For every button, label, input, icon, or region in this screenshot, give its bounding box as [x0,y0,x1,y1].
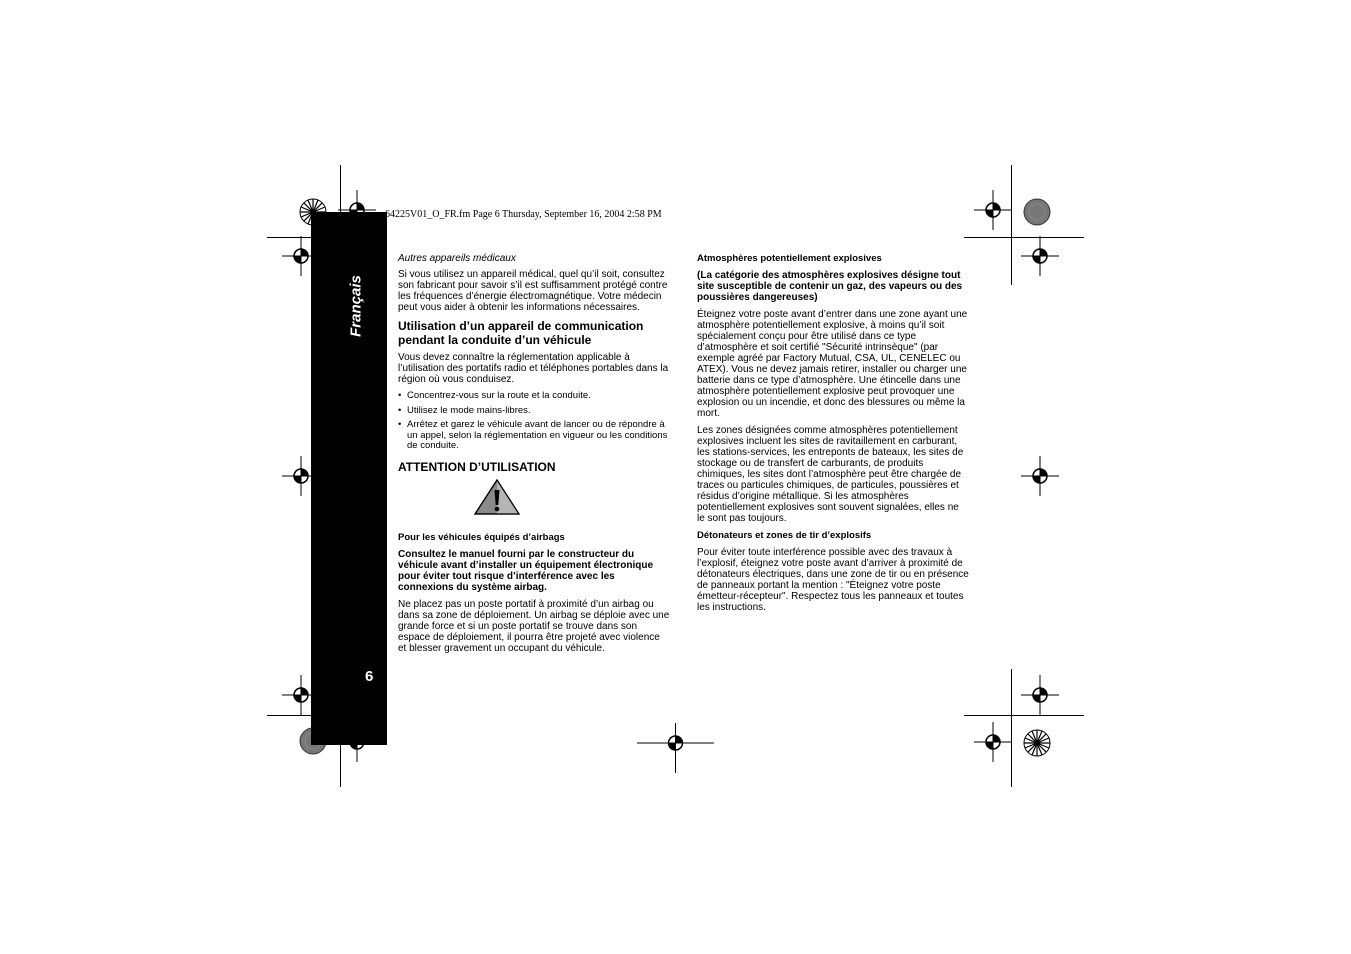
file-header: 64225V01_O_FR.fm Page 6 Thursday, September 16, 2004 2:58 PM [385,209,662,220]
paragraph-medical: Si vous utilisez un appareil médical, quel qu’il soit, consultez son fabricant pour savoir s’il est suffisamment protégé contre les fréquences d’énergie électromagnétique. Votre médecin peut vous aider à obtenir les informations nécessaires. [398,269,668,313]
paragraph-explosive-2: Les zones désignées comme atmosphères potentiellement explosives incluent les sites de ravitaillement en carburant, les stations-services, les entreponts de bateaux, les sites de stockage ou de transfert de carburants, de produits chimiques, les sites dont l’atmosphère peut être chargée de traces ou particules chimiques, de particules, poussières et résidus d’origine métallique. Si les atmosphères potentiellement explosives sont souvent signalées, elles ne le sont pas toujours. [697,425,964,524]
warning-icon-container [398,479,670,515]
star-target-icon [1023,729,1051,757]
registration-mark-icon [637,723,714,773]
driving-bullet-list [398,391,670,452]
section-title-explosive: Atmosphères potentiellement explosives [697,253,882,264]
paragraph-airbag-bold: Consultez le manuel fourni par le constructeur du véhicule avant d’installer un équipement électronique pour éviter tout risque d’interférence avec les connexions du système airbag. [398,548,654,593]
section-title-detonator: Détonateurs et zones de tir d’explosifs [697,530,872,541]
list-item: • Concentrez-vous sur la route et la conduite. [398,391,670,402]
registration-mark-icon [974,190,1012,230]
section-title-airbag: Pour les véhicules équipés d’airbags [398,531,565,543]
paragraph-explosive-bold: (La catégorie des atmosphères explosives désigne tout site susceptible de contenir un gaz, des vapeurs ou des poussières dangereuses) [697,270,963,303]
left-column [398,253,670,660]
warning-triangle-icon [474,479,520,515]
paragraph-driving: Vous devez connaître la réglementation applicable à l’utilisation des portatifs radio et téléphones portables dans la région où vous conduisez. [398,352,669,385]
language-label: Français [347,275,365,337]
right-column [697,253,969,619]
paragraph-explosive-1: Éteignez votre poste avant d’entrer dans une zone ayant une atmosphère potentiellement explosive, à moins qu’il soit spécialement conçu pour être utilisé dans ce type d’atmosphère et soit certifié "Sécurité intrinsèque" (par exemple agréé par Factory Mutual, CSA, UL, CENELEC ou ATEX). Vous ne devez jamais retirer, installer ou charger une batterie dans ce type d’atmosphère. Une étincelle dans une atmosphère potentiellement explosive peut provoquer une explosion ou un incendie, et donc des blessures ou même la mort. [697,309,968,419]
crop-mark [964,715,1084,716]
registration-mark-icon [1021,675,1059,715]
list-item: • Utilisez le mode mains-libres. [398,406,670,417]
paragraph-detonator: Pour éviter toute interférence possible avec des travaux à l’explosif, éteignez votre poste avant d’arriver à proximité de détonateurs électriques, dans une zone de tir ou en présence de panneaux portant la mention : "Éteignez votre poste émetteur-récepteur". Respectez tous les panneaux et toutes les instructions. [697,547,969,613]
paragraph-airbag: Ne placez pas un poste portatif à proximité d’un airbag ou dans sa zone de déploiement. Un airbag se déploie avec une grande force et si un poste portatif se trouve dans son espace de déploiement, il pourra être projeté avec violence et blesser gravement un occupant du véhicule. [398,598,670,654]
section-title-medical: Autres appareils médicaux [398,253,516,264]
list-item: • Arrêtez et garez le véhicule avant de lancer ou de répondre à un appel, selon la réglementation en vigueur ou les conditions de conduite. [398,420,670,452]
section-title-attention: ATTENTION D’UTILISATION [398,459,556,474]
section-title-driving: Utilisation d’un appareil de communication pendant la conduite d’un véhicule [398,319,644,347]
registration-mark-icon [1021,236,1059,276]
page-number: 6 [365,668,374,685]
registration-mark-icon [974,722,1012,762]
registration-mark-icon [1021,456,1059,496]
gray-target-icon [1023,198,1051,226]
